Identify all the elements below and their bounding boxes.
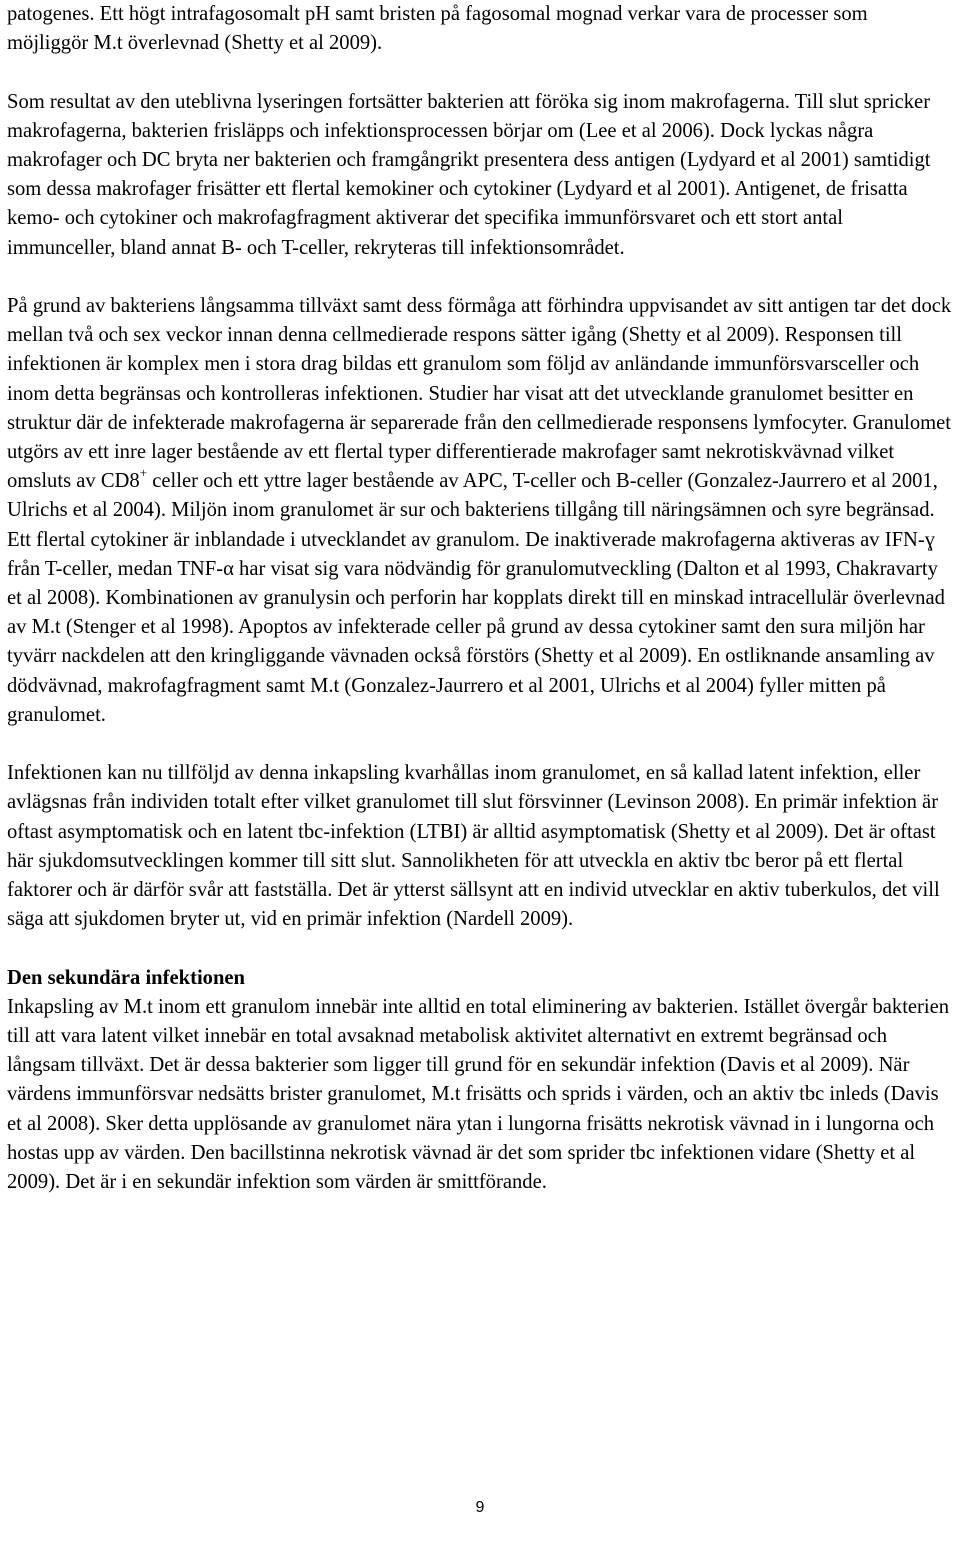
paragraph-gap <box>7 730 953 759</box>
paragraph-5: Inkapsling av M.t inom ett granulom innebär inte alltid en total eliminering av bakterien. Istället övergår bakterien till att vara latent vilket innebär en total avsaknad metabolisk aktivitet alternativt en extremt begränsad och långsam tillväxt. Det är dessa bakterier som ligger till grund för en sekundär infektion (Davis et al 2009). När värdens immunförsvar nedsätts brister granulomet, M.t frisätts och sprids i värden, och an aktiv tbc inleds (Davis et al 2008). Sker detta upplösande av granulomet nära ytan i lungorna frisätts nekrotisk vävnad in i lungorna och hostas upp av värden. Den bacillstinna nekrotisk vävnad är det som sprider tbc infektionen vidare (Shetty et al 2009). Det är i en sekundär infektion som värden är smittförande. <box>7 995 950 1194</box>
section-heading: Den sekundära infektionen <box>7 966 246 989</box>
page-number: 9 <box>475 1499 485 1516</box>
paragraph-gap <box>7 58 953 87</box>
paragraph-3 <box>7 292 953 730</box>
paragraph-gap <box>7 934 953 963</box>
paragraph-gap <box>7 263 953 292</box>
paragraph-3-part-2: celler och ett yttre lager bestående av APC, T-celler och B-celler (Gonzalez-Jaurrero et al 2001, Ulrichs et al 2004). Miljön inom granulomet är sur och bakteriens tillgång till näringsämnen och syre begränsad. Ett flertal cytokiner är inblandade i utvecklandet av granulom. De inaktiverade makrofagerna aktiveras av IFN-ɣ från T-celler, medan TNF-α har visat sig vara nödvändig för granulomutveckling (Dalton et al 1993, Chakravarty et al 2008). Kombinationen av granulysin och perforin har kopplats direkt till en minskad intracellulär överlevnad av M.t (Stenger et al 1998). Apoptos av infekterade celler på grund av dessa cytokiner samt den sura miljön har tyvärr nackdelen att den kringliggande vävnaden också förstörs (Shetty et al 2009). En ostliknande ansamling av dödvävnad, makrofagfragment samt M.t (Gonzalez-Jaurrero et al 2001, Ulrichs et al 2004) fyller mitten på granulomet. <box>7 470 945 726</box>
document-page <box>7 0 953 1197</box>
paragraph-2: Som resultat av den uteblivna lyseringen fortsätter bakterien att föröka sig inom makrofagerna. Till slut spricker makrofagerna, bakterien frisläpps och infektionsprocessen börjar om (Lee et al 2006). Dock lyckas några makrofager och DC bryta ner bakterien och framgångrikt presentera dess antigen (Lydyard et al 2001) samtidigt som dessa makrofager frisätter ett flertal kemokiner och cytokiner (Lydyard et al 2001). Antigenet, de frisatta kemo- och cytokiner och makrofagfragment aktiverar det specifika immunförsvaret och ett stort antal immunceller, bland annat B- och T-celler, rekryteras till infektionsområdet. <box>7 90 931 259</box>
paragraph-1: patogenes. Ett högt intrafagosomalt pH samt bristen på fagosomal mognad verkar vara de processer som möjliggör M.t överlevnad (Shetty et al 2009). <box>7 3 868 55</box>
superscript-plus: + <box>139 465 148 481</box>
paragraph-4: Infektionen kan nu tillföljd av denna inkapsling kvarhållas inom granulomet, en så kallad latent infektion, eller avlägsnas från individen totalt efter vilket granulomet till slut försvinner (Levinson 2008). En primär infektion är oftast asymptomatisk och en latent tbc-infektion (LTBI) är alltid asymptomatisk (Shetty et al 2009). Det är oftast här sjukdomsutvecklingen kommer till sitt slut. Sannolikheten för att utveckla en aktiv tbc beror på ett flertal faktorer och är därför svår att fastställa. Det är ytterst sällsynt att en individ utvecklar en aktiv tuberkulos, det vill säga att sjukdomen bryter ut, vid en primär infektion (Nardell 2009). <box>7 762 940 931</box>
paragraph-3-part-1: På grund av bakteriens långsamma tillväxt samt dess förmåga att förhindra uppvisandet av sitt antigen tar det dock mellan två och sex veckor innan denna cellmedierade respons sätter igång (Shetty et al 2009). Responsen till infektionen är komplex men i stora drag bildas ett granulom som följd av anländande immunförsvarsceller och inom detta begränsas och kontrolleras infektionen. Studier har visat att det utvecklande granulomet besitter en struktur där de infekterade makrofagerna är separerade från den cellmedierade responsens lymfocyter. Granulomet utgörs av ett inre lager bestående av ett flertal typer differentierade makrofager samt nekrotiskvävnad vilket omsluts av CD8 <box>7 295 952 493</box>
